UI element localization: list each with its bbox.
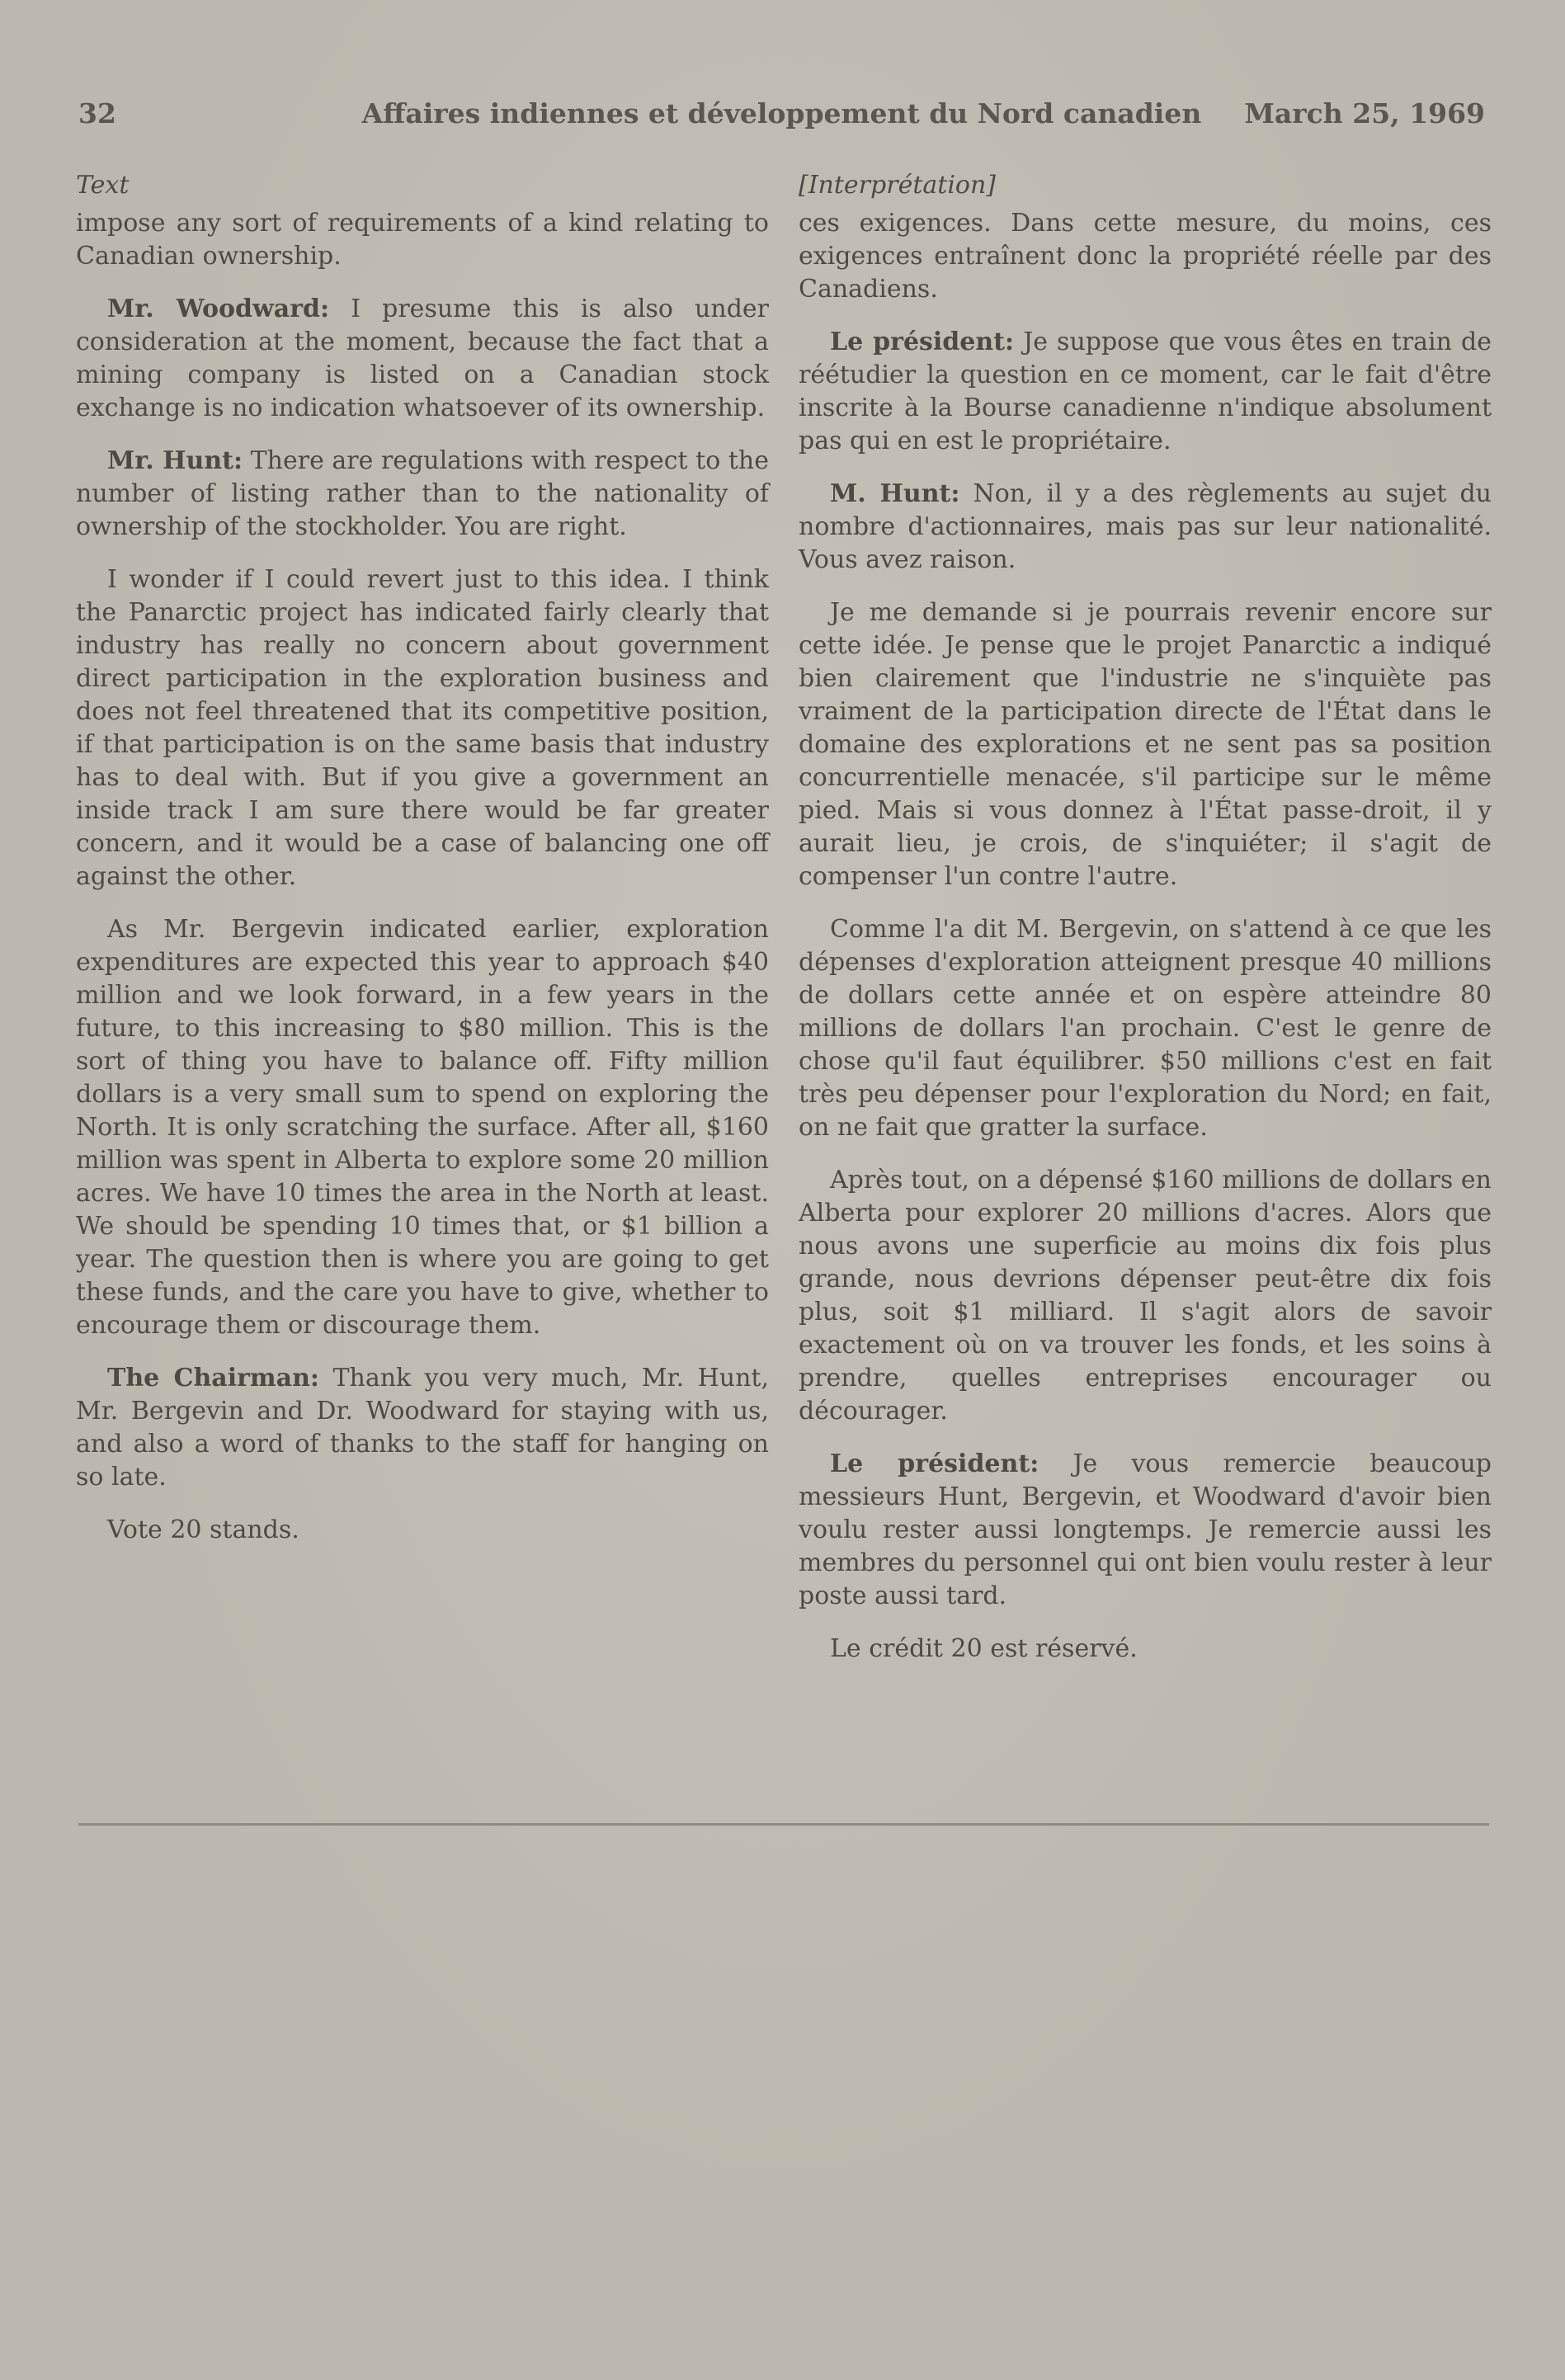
speaker-name: The Chairman: — [107, 1364, 319, 1393]
speaker-name: Le président: — [830, 1449, 1039, 1478]
speaker-name: M. Hunt: — [830, 479, 960, 508]
paragraph — [799, 1448, 1492, 1613]
paragraph — [799, 1633, 1492, 1666]
french-paragraphs — [799, 207, 1492, 1666]
paragraph — [799, 913, 1492, 1144]
paragraph-text: Je me demande si je pourrais revenir encore sur cette idée. Je pense que le projet Panarctic a indiqué bien clairement que l'industrie ne s'inquiète pas vraiment de la participation directe de l'État dans le domaine des explorations et ne sent pas sa position concurrentielle menacée, s'il participe sur le même pied. Mais si vous donnez à l'État passe-droit, il y aurait lieu, je crois, de s'inquiéter; il s'agit de compenser l'un contre l'autre. — [799, 598, 1492, 891]
paragraph-text: Le crédit 20 est réservé. — [830, 1634, 1138, 1663]
paragraph — [76, 445, 769, 544]
paragraph-text: Thank you very much, Mr. Hunt, Mr. Bergevin and Dr. Woodward for staying with us, and also a word of thanks to the staff for hanging on so late. — [76, 1364, 769, 1492]
paragraph-text: I presume this is also under consideration at the moment, because the fact that a mining company is listed on a Canadian stock exchange is no indication whatsoever of its ownership. — [76, 295, 769, 422]
speaker-name: Mr. Hunt: — [107, 446, 243, 475]
paragraph-text: impose any sort of requirements of a kind relating to Canadian ownership. — [76, 209, 769, 271]
paragraph — [799, 207, 1492, 306]
bottom-rule — [78, 1823, 1489, 1826]
paragraph-text: As Mr. Bergevin indicated earlier, exploration expenditures are expected this year to approach $40 million and we look forward, in a few years in the future, to this increasing to $80 million. This is the sort of thing you have to balance off. Fifty million dollars is a very small sum to spend on exploring the North. It is only scratching the surface. After all, $160 million was spent in Alberta to explore some 20 million acres. We have 10 times the area in the North at least. We should be spending 10 times that, or $1 billion a year. The question then is where you are going to get these funds, and the care you have to give, whether to encourage them or discourage them. — [76, 915, 769, 1340]
paragraph — [76, 563, 769, 893]
paragraph-text: Non, il y a des règlements au sujet du nombre d'actionnaires, mais pas sur leur nationalité. Vous avez raison. — [799, 479, 1492, 574]
paragraph-text: There are regulations with respect to the number of listing rather than to the nationality of ownership of the stockholder. You are right. — [76, 446, 769, 541]
english-column — [76, 169, 769, 1567]
paragraph — [76, 1362, 769, 1494]
page-number: 32 — [78, 97, 116, 130]
header-date: March 25, 1969 — [1244, 97, 1485, 130]
column-label: Text — [76, 171, 130, 200]
column-label: [Interprétation] — [799, 171, 997, 200]
paragraph-text: I wonder if I could revert just to this idea. I think the Panarctic project has indicated fairly clearly that industry has really no concern about government direct participation in the exploration business and does not feel threatened that its competitive position, if that participation is on the same basis that industry has to deal with. But if you give a government an inside track I am sure there would be far greater concern, and it would be a case of balancing one off against the other. — [76, 565, 769, 891]
paragraph-text: Après tout, on a dépensé $160 millions de dollars en Alberta pour explorer 20 millions d'acres. Alors que nous avons une superficie au moins dix fois plus grande, nous devrions dépenser peut-être dix fois plus, soit $1 milliard. Il s'agit alors de savoir exactement où on va trouver les fonds, et les soins à prendre, quelles entreprises encourager ou décourager. — [799, 1166, 1492, 1426]
paragraph — [799, 596, 1492, 893]
paragraph — [76, 207, 769, 273]
paragraph — [799, 1164, 1492, 1428]
paragraph-text: Comme l'a dit M. Bergevin, on s'attend à ce que les dépenses d'exploration atteignent presque 40 millions de dollars cette année et on espère atteindre 80 millions de dollars l'an prochain. C'est le genre de chose qu'il faut équilibrer. $50 millions c'est en fait très peu dépenser pour l'exploration du Nord; en fait, on ne fait que gratter la surface. — [799, 915, 1492, 1142]
paragraph — [76, 913, 769, 1342]
page-header — [78, 97, 1485, 147]
speaker-name: Le président: — [830, 328, 1015, 356]
paragraph-text: Je suppose que vous êtes en train de réétudier la question en ce moment, car le fait d'être inscrite à la Bourse canadienne n'indique absolument pas qui en est le propriétaire. — [799, 328, 1492, 455]
english-paragraphs — [76, 207, 769, 1547]
paragraph — [799, 478, 1492, 577]
paragraph-text: Je vous remercie beaucoup messieurs Hunt, Bergevin, et Woodward d'avoir bien voulu rester aussi longtemps. Je remercie aussi les membres du personnel qui ont bien voulu rester à leur poste aussi tard. — [799, 1449, 1492, 1610]
running-title: Affaires indiennes et développement du Nord canadien — [361, 97, 1202, 130]
speaker-name: Mr. Woodward: — [107, 295, 330, 323]
paragraph-text: Vote 20 stands. — [107, 1515, 299, 1544]
paragraph — [799, 326, 1492, 458]
paragraph — [76, 1514, 769, 1547]
paragraph-text: ces exigences. Dans cette mesure, du moins, ces exigences entraînent donc la propriété réelle par des Canadiens. — [799, 209, 1492, 304]
french-column — [799, 169, 1492, 1685]
paragraph — [76, 293, 769, 425]
